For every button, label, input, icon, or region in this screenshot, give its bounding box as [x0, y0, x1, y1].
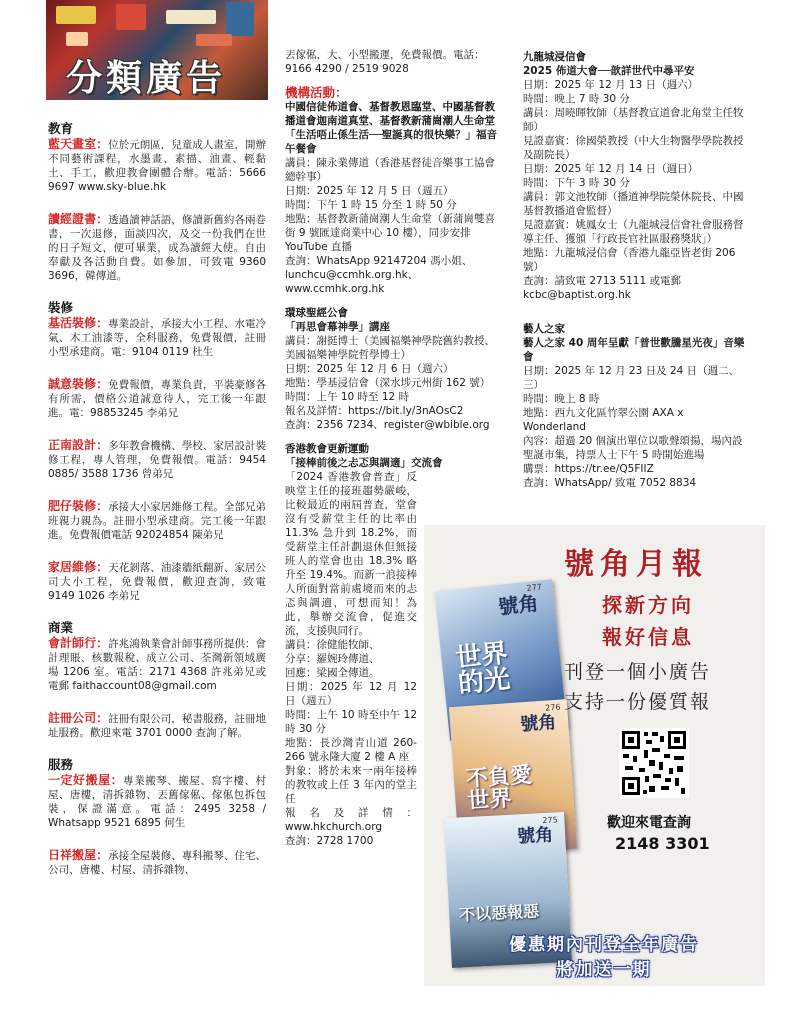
event-line: 講員：徐健能牧師、 — [285, 639, 380, 651]
entry-text: 多年教會機構、學校、家居設計裝修工程，專人管理，免費報價。電話：9454 0885/ 3588 1736 曾弟兄 — [48, 440, 266, 480]
event-line: 時間：下午 3 時 30 分 — [523, 177, 630, 189]
magazine-cover-headline: 不負愛世界 — [465, 761, 533, 815]
magazine-cover-headline: 不以惡報惡 — [458, 901, 540, 925]
magazine-issue: 275 — [542, 815, 558, 826]
classified-entry — [48, 316, 266, 359]
event-line: 日期：2025 年 12 月 6 日（週六） — [285, 363, 454, 375]
column-classifieds — [48, 122, 266, 877]
event-line: 查詢：2728 1700 — [285, 835, 374, 847]
entry-text: 天花剝落、油漆牆紙翻新、家居公司大小工程，免費報價，歡迎查詢，致電 9149 1026 李弟兄 — [48, 562, 266, 602]
event-line: 時間：晚上 7 時 30 分 — [523, 93, 630, 105]
event-title: 「生活唔止係生活──聖誕真的很快樂？」福音午餐會 — [285, 129, 498, 155]
classified-entry — [48, 212, 266, 283]
event-title: 「接棒前後之忐忑與調適」交流會 — [285, 457, 443, 469]
event-title: 藝人之家 40 周年呈獻「普世歡騰星光夜」音樂會 — [523, 337, 745, 363]
event-narrow-text — [285, 470, 417, 848]
event-organizer: 中國信徒佈道會、基督教恩臨堂、中國基督教播道會迦南道真堂、基督教新蒲崗潮人生命堂 — [285, 101, 495, 127]
continued-text: 丟傢俬，大、小型搬運，免費報價。電話：9166 4290 / 2519 9028 — [285, 49, 485, 75]
event-line: 日期：2025 年 12 月 5 日（週五） — [285, 185, 454, 197]
event-line: 地點：基督教新蒲崗潮人生命堂（新蒲崗雙喜街 9 號匯達商業中心 10 樓），同步安排 YouTube 直播 — [285, 213, 495, 253]
entry-name: 日祥搬屋： — [48, 848, 109, 862]
entry-name: 肥仔裝修： — [48, 499, 109, 513]
event-line: 內容：超過 20 個演出單位以歌聲頌揚，場內設聖誕市集，持票人士下午 5 時開始進場 — [523, 435, 743, 461]
entry-name: 誠意裝修： — [48, 377, 109, 391]
qr-code-icon[interactable] — [619, 728, 689, 798]
event-line: 時間：晚上 8 時 — [523, 393, 600, 405]
entry-name: 一定好搬屋： — [48, 773, 124, 787]
event-line: 回應：梁國全傳道。 — [285, 667, 380, 679]
event-line: 時間：上午 10 時至 12 時 — [285, 391, 410, 403]
event-organizer: 香港教會更新運動 — [285, 443, 369, 455]
classified-entry — [48, 499, 266, 542]
entry-text: 承接大小家居維修工程。全部兄弟班親力親為。註冊小型承建商。完工後一年跟進。免費報價電話 92024854 陳弟兄 — [48, 501, 266, 541]
entry-name: 家居維修： — [48, 560, 109, 574]
event-block — [523, 50, 749, 302]
magazine-cover-headline: 世界的光 — [454, 638, 512, 700]
ad-tagline: 刊登一個小廣告 — [564, 661, 712, 683]
category-heading-education: 教育 — [48, 121, 74, 136]
ad-tagline: 支持一份優質報 — [564, 691, 712, 713]
ad-enquiry-label: 歡迎來電查詢 — [607, 815, 691, 831]
event-line: 分享：羅婉玲傳道、 — [285, 653, 380, 665]
magazine-masthead: 號角 — [497, 590, 540, 619]
event-line: 講員：謝挺博士（美國福樂神學院舊約教授、美國福樂神學院哲學博士） — [285, 335, 495, 361]
entry-text: 透過讀神話語，修讀新舊約各兩卷書，一次退修，面談四次，及交一份我們在世的日子短文，便可畢業，成為讀經大使。自由奉獻及各活動自費。如參加，可致電 9360 3696，韓傳道。 — [48, 214, 266, 282]
event-line: 查詢：WhatsApp/ 致電 7052 8834 — [523, 477, 697, 489]
event-organizer: 藝人之家 — [523, 323, 565, 335]
event-line: 查詢：2356 7234、register@wbible.org — [285, 419, 490, 431]
event-line: 日期：2025 年 12 月 23 日及 24 日（週二、三） — [523, 365, 740, 391]
event-line: 地點：長沙灣青山道 260-266 號永隆大廈 2 樓 A 座 — [285, 737, 417, 763]
event-line: 講員：郭文池牧師（播道神學院榮休院長、中國基督教播道會監督） — [523, 191, 744, 217]
event-line: 地點：九龍城浸信會（香港九龍亞皆老街 206 號） — [523, 247, 736, 273]
column-events-2 — [523, 50, 749, 490]
entry-text: 註冊有限公司，秘書服務，註冊地址服務。歡迎來電 3701 0000 查詢了解。 — [48, 713, 266, 739]
entry-text: 位於元朗區，兒童成人畫室，開辦不同藝術課程，水墨畫、素描、油畫、輕黏土、手工，歡迎教會團體合辦。電話：5666 9697 www.sky-blue.hk — [48, 139, 266, 193]
ad-slogan: 探新方向 — [602, 593, 694, 617]
classified-entry — [48, 438, 266, 481]
event-line: 日期：2025 年 12 月 14 日（週日） — [523, 163, 699, 175]
entry-text: 承接全屋裝修、專科搬琴、住宅、公司、唐樓、村屋、清拆雜物、 — [48, 850, 266, 876]
classified-entry — [48, 848, 266, 877]
event-line: 見證嘉賓：姚鳳女士（九龍城浸信會社會服務督導主任、獲頒「行政長官社區服務獎狀」） — [523, 219, 744, 245]
event-block — [523, 322, 749, 490]
event-line: 查詢：WhatsApp 92147204 馮小姐、lunchcu@ccmhk.org.hk、www.ccmhk.org.hk — [285, 255, 473, 295]
event-title: 「再思會幕神學」講座 — [285, 321, 390, 333]
section-heading-org-events: 機構活動： — [285, 85, 348, 100]
entry-name: 藍天畫室： — [48, 137, 109, 151]
event-line: 地點：學基浸信會（深水埗元州街 162 號） — [285, 377, 491, 389]
ad-promo-text: 優惠期內刊登全年廣告 — [509, 935, 699, 955]
classified-entry — [48, 773, 266, 830]
entry-text: 免費報價，專業負責，平裝豪修各有所需，價格公道誠意待人，完工後一年跟進。電：98853245 李弟兄 — [48, 379, 266, 419]
event-line: 地點：西九文化區竹翠公園 AXA x Wonderland — [523, 407, 684, 433]
ad-slogan: 報好信息 — [602, 625, 694, 649]
event-title: 2025 佈道大會──歆詳世代中尋平安 — [523, 65, 695, 77]
ad-title: 號角月報 — [564, 547, 708, 582]
page-title: 分類廣告 — [66, 58, 227, 99]
event-line: 查詢：請致電 2713 5111 或電郵 kcbc@baptist.org.hk — [523, 275, 681, 301]
classified-entry — [48, 711, 266, 740]
event-line: 講員：周曉暉牧師（基督教宣道會北角堂主任牧師） — [523, 107, 744, 133]
entry-text: 專業設計，承接大小工程、水電冷氣、木工油漆等，全科服務，免費報價，註冊小型承建商。電：9104 0119 杜生 — [48, 318, 266, 358]
entry-name: 基活裝修： — [48, 316, 109, 330]
classified-entry — [48, 377, 266, 420]
event-line: 日期：2025 年 12 月 13 日（週六） — [523, 79, 699, 91]
event-organizer: 環球聖經公會 — [285, 307, 348, 319]
classified-entry — [48, 636, 266, 693]
event-line: 報名及詳情：www.hkchurch.org — [285, 807, 417, 833]
magazine-masthead: 號角 — [519, 711, 557, 736]
event-line: 時間：上午 10 時至中午 12 時 30 分 — [285, 709, 417, 735]
entry-name: 讀經證書： — [48, 212, 109, 226]
event-line: 時間：下午 1 時 15 分至 1 時 50 分 — [285, 199, 457, 211]
entry-text: 許兆鴻執業會計師事務所提供：會計理賬、核數報稅、成立公司、荃灣新領域廣場 1206 室。電話：2171 4368 許兆弟兄或電郵 faithaccount08@gmail.com — [48, 638, 266, 692]
header-banner-image — [46, 0, 268, 100]
event-block — [285, 306, 502, 432]
ad-promo-text: 將加送一期 — [556, 960, 652, 980]
ad-phone-number: 2148 3301 — [615, 834, 710, 853]
event-organizer: 九龍城浸信會 — [523, 51, 586, 63]
entry-name: 正南設計： — [48, 438, 109, 452]
event-line: 購票：https://tr.ee/Q5FIIZ — [523, 463, 654, 475]
event-line: 講員：陳永業傳道（香港基督徒音樂事工協會總幹事） — [285, 157, 495, 183]
event-line: 對象：將於未來一兩年接棒的教牧或上任 3 年內的堂主任 — [285, 765, 417, 805]
event-line: 報名及詳情：https://bit.ly/3nAOsC2 — [285, 405, 464, 417]
category-heading-business: 商業 — [48, 620, 74, 635]
event-block — [285, 100, 502, 296]
magazine-masthead: 號角 — [516, 824, 554, 848]
magazine-issue: 277 — [526, 582, 543, 593]
entry-name: 註冊公司： — [48, 711, 109, 725]
entry-text: 專業搬琴、搬屋、寫字樓、村屋、唐樓，清拆雜物、丟舊傢俬、傢俬包拆包裝，保證滿意。電話：2495 3258 / Whatsapp 9521 6895 何生 — [48, 775, 266, 829]
entry-name: 會計師行： — [48, 636, 109, 650]
classified-entry — [48, 137, 266, 194]
category-heading-renovation: 裝修 — [48, 300, 74, 315]
event-line: 見證嘉賓：徐國榮教授（中大生物醫學學院教授及副院長） — [523, 135, 744, 161]
category-heading-services: 服務 — [48, 757, 74, 772]
event-line: 「2024 香港教會普查」反映堂主任的接班趨勢嚴峻，比較最近的兩屆普查，堂會沒有受薪堂主任的比率由 11.3% 急升到 18.2%，而受薪堂主任計劃退休但無接班人的堂會也由 18.3% 略升至 19.4%。而新一浪接棒人所面對當前處境而來的忐忑與調適，可想而知！為此，舉辦交流會，促進交流，支援與同行。 — [285, 471, 417, 637]
classified-entry — [48, 560, 266, 603]
magazine-issue: 276 — [544, 702, 561, 713]
event-line: 日期：2025 年 12 月 12 日（週五） — [285, 681, 417, 707]
advertisement-panel — [424, 525, 765, 986]
